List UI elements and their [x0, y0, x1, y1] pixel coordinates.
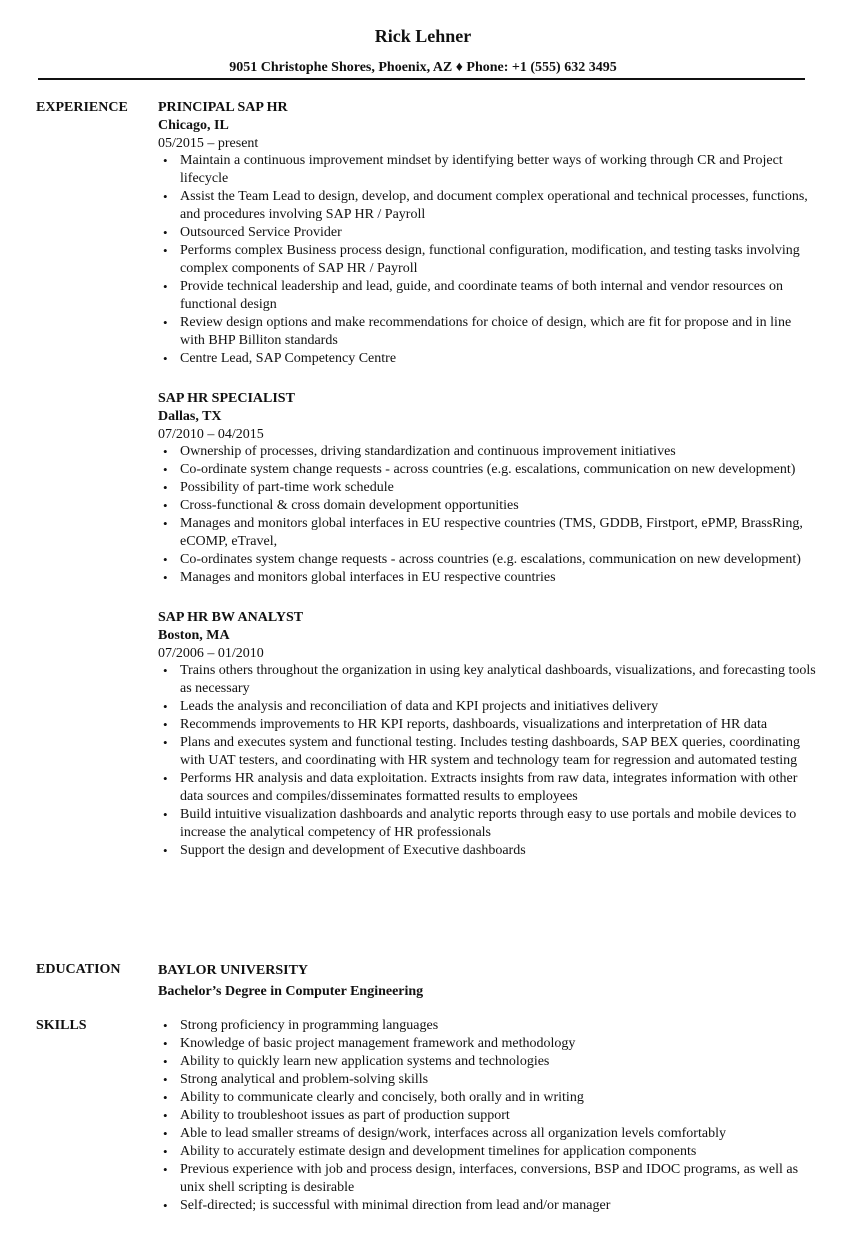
contact-line: 9051 Christophe Shores, Phoenix, AZ ♦ Phone: +1 (555) 632 3495: [229, 60, 617, 75]
job-bullet: • Cross-functional & cross domain development opportunities: [158, 497, 818, 515]
job-bullet: • Leads the analysis and reconciliation of data and KPI projects and initiatives delivery: [158, 698, 818, 716]
job-bullet: • Manages and monitors global interfaces in EU respective countries (TMS, GDDB, Firstport, ePMP, BrassRing, eCOMP, eTravel,: [158, 515, 818, 551]
skill-item: • Ability to accurately estimate design and development timelines for application components: [158, 1143, 818, 1161]
job-dates: 05/2015 – present: [158, 136, 259, 151]
header-divider: [38, 78, 805, 80]
job-bullet: • Co-ordinates system change requests - across countries (e.g. escalations, communication on new development): [158, 551, 818, 569]
skill-item: • Knowledge of basic project management framework and methodology: [158, 1035, 818, 1053]
job-bullet-list: [158, 443, 818, 587]
skill-item: • Able to lead smaller streams of design/work, interfaces across all organization levels comfortably: [158, 1125, 818, 1143]
job-bullet: • Recommends improvements to HR KPI reports, dashboards, visualizations and interpretation of HR data: [158, 716, 818, 734]
skill-item: • Self-directed; is successful with minimal direction from lead and/or manager: [158, 1197, 818, 1215]
job-bullet-list: [158, 152, 818, 368]
experience-heading: EXPERIENCE: [36, 100, 128, 115]
job-bullet: • Co-ordinate system change requests - across countries (e.g. escalations, communication on new development): [158, 461, 818, 479]
job-title: SAP HR BW ANALYST: [158, 610, 304, 625]
skill-item: • Ability to communicate clearly and concisely, both orally and in writing: [158, 1089, 818, 1107]
experience-body: [158, 99, 818, 882]
skills-body: [158, 1017, 818, 1215]
job-dates: 07/2006 – 01/2010: [158, 646, 264, 661]
job-bullet: • Centre Lead, SAP Competency Centre: [158, 350, 818, 368]
job-dates: 07/2010 – 04/2015: [158, 427, 264, 442]
skills-list: [158, 1017, 818, 1215]
education-school: BAYLOR UNIVERSITY: [158, 963, 309, 978]
job-bullet: • Build intuitive visualization dashboards and analytic reports through easy to use portals and mobile devices to increase the analytical competency of HR professionals: [158, 806, 818, 842]
job-bullet: • Performs complex Business process design, functional configuration, modification, and testing tasks involving complex components of SAP HR / Payroll: [158, 242, 818, 278]
job-bullet: • Assist the Team Lead to design, develop, and document complex operational and technical processes, functions, and procedures involving SAP HR / Payroll: [158, 188, 818, 224]
job-bullet: • Manages and monitors global interfaces in EU respective countries: [158, 569, 818, 587]
job-title: SAP HR SPECIALIST: [158, 391, 295, 406]
job-bullet: • Performs HR analysis and data exploitation. Extracts insights from raw data, integrates information with other data sources and compiles/disseminates formatted results to employees: [158, 770, 818, 806]
skills-heading: SKILLS: [36, 1018, 87, 1033]
job-bullet: • Review design options and make recommendations for choice of design, which are fit for propose and in line with BHP Billiton standards: [158, 314, 818, 350]
education-body: [158, 961, 818, 1001]
job-bullet: • Support the design and development of Executive dashboards: [158, 842, 818, 860]
skill-item: • Previous experience with job and process design, interfaces, conversions, BSP and IDOC programs, as well as unix shell scripting is desirable: [158, 1161, 818, 1197]
job-bullet: • Possibility of part-time work schedule: [158, 479, 818, 497]
candidate-name: Rick Lehner: [374, 26, 472, 46]
skill-item: • Ability to troubleshoot issues as part of production support: [158, 1107, 818, 1125]
job-bullet: • Maintain a continuous improvement mindset by identifying better ways of working through CR and Project lifecycle: [158, 152, 818, 188]
skill-item: • Ability to quickly learn new application systems and technologies: [158, 1053, 818, 1071]
skill-item: • Strong analytical and problem-solving skills: [158, 1071, 818, 1089]
job-entry: [158, 390, 818, 587]
education-degree: Bachelor’s Degree in Computer Engineering: [158, 984, 424, 999]
education-heading: EDUCATION: [36, 962, 121, 977]
job-entry: [158, 609, 818, 860]
job-location: Dallas, TX: [158, 409, 222, 424]
job-title: PRINCIPAL SAP HR: [158, 100, 288, 115]
job-location: Boston, MA: [158, 628, 230, 643]
job-entry: [158, 99, 818, 368]
job-bullet: • Trains others throughout the organization in using key analytical dashboards, visualizations, and forecasting tools as necessary: [158, 662, 818, 698]
job-bullet: • Plans and executes system and functional testing. Includes testing dashboards, SAP BEX queries, coordinating with UAT testers, and coordinating with HR system and technology team for regression and automated testing: [158, 734, 818, 770]
job-bullet: • Ownership of processes, driving standardization and continuous improvement initiatives: [158, 443, 818, 461]
job-location: Chicago, IL: [158, 118, 229, 133]
job-bullet-list: [158, 662, 818, 860]
skill-item: • Strong proficiency in programming languages: [158, 1017, 818, 1035]
job-bullet: • Provide technical leadership and lead, guide, and coordinate teams of both internal and vendor resources on functional design: [158, 278, 818, 314]
job-bullet: • Outsourced Service Provider: [158, 224, 818, 242]
